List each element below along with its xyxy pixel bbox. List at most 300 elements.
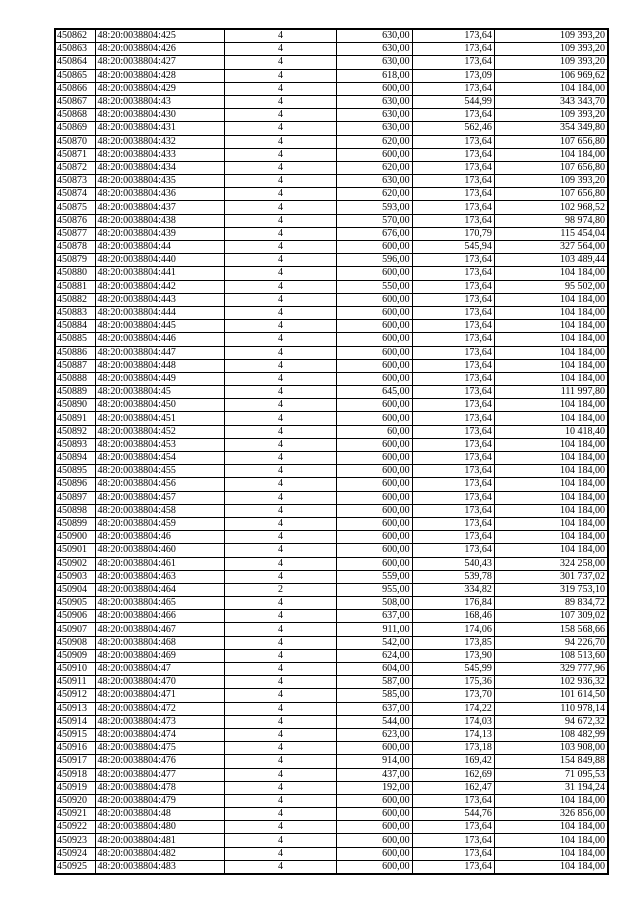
value-cell: 94 672,32: [494, 715, 608, 728]
cadastral-number-cell: 48:20:0038804:483: [95, 860, 224, 874]
table-row: [55, 636, 608, 649]
area-cell: 630,00: [336, 56, 412, 69]
category-cell: 4: [225, 452, 337, 465]
cadastral-number-cell: 48:20:0038804:433: [95, 148, 224, 161]
area-cell: 542,00: [336, 636, 412, 649]
table-row: [55, 504, 608, 517]
rate-cell: 174,22: [412, 702, 494, 715]
table-row: [55, 359, 608, 372]
cadastral-number-cell: 48:20:0038804:443: [95, 293, 224, 306]
value-cell: 111 997,80: [494, 386, 608, 399]
table-row: [55, 56, 608, 69]
row-id-cell: 450870: [55, 135, 95, 148]
value-cell: 158 568,66: [494, 623, 608, 636]
cadastral-number-cell: 48:20:0038804:431: [95, 122, 224, 135]
value-cell: 329 777,96: [494, 663, 608, 676]
value-cell: 109 393,20: [494, 175, 608, 188]
rate-cell: 173,64: [412, 478, 494, 491]
cadastral-number-cell: 48:20:0038804:44: [95, 241, 224, 254]
cadastral-number-cell: 48:20:0038804:448: [95, 359, 224, 372]
rate-cell: 173,64: [412, 860, 494, 874]
category-cell: 4: [225, 227, 337, 240]
value-cell: 104 184,00: [494, 478, 608, 491]
area-cell: 676,00: [336, 227, 412, 240]
row-id-cell: 450912: [55, 689, 95, 702]
cadastral-number-cell: 48:20:0038804:45: [95, 386, 224, 399]
cadastral-number-cell: 48:20:0038804:476: [95, 755, 224, 768]
category-cell: 4: [225, 148, 337, 161]
category-cell: 4: [225, 346, 337, 359]
row-id-cell: 450881: [55, 280, 95, 293]
value-cell: 104 184,00: [494, 293, 608, 306]
row-id-cell: 450894: [55, 452, 95, 465]
cadastral-number-cell: 48:20:0038804:461: [95, 557, 224, 570]
rate-cell: 173,64: [412, 504, 494, 517]
value-cell: 104 184,00: [494, 847, 608, 860]
category-cell: 4: [225, 29, 337, 43]
table-row: [55, 109, 608, 122]
cadastral-number-cell: 48:20:0038804:430: [95, 109, 224, 122]
row-id-cell: 450903: [55, 570, 95, 583]
value-cell: 104 184,00: [494, 333, 608, 346]
category-cell: 4: [225, 188, 337, 201]
table-row: [55, 610, 608, 623]
area-cell: 637,00: [336, 610, 412, 623]
area-cell: 570,00: [336, 214, 412, 227]
value-cell: 102 936,32: [494, 676, 608, 689]
category-cell: 4: [225, 386, 337, 399]
row-id-cell: 450918: [55, 768, 95, 781]
value-cell: 101 614,50: [494, 689, 608, 702]
category-cell: 4: [225, 676, 337, 689]
value-cell: 104 184,00: [494, 531, 608, 544]
row-id-cell: 450889: [55, 386, 95, 399]
rate-cell: 173,64: [412, 254, 494, 267]
cadastral-number-cell: 48:20:0038804:446: [95, 333, 224, 346]
value-cell: 319 753,10: [494, 583, 608, 596]
table-row: [55, 676, 608, 689]
value-cell: 104 184,00: [494, 517, 608, 530]
cadastral-number-cell: 48:20:0038804:452: [95, 425, 224, 438]
value-cell: 108 513,60: [494, 649, 608, 662]
category-cell: 4: [225, 544, 337, 557]
row-id-cell: 450893: [55, 438, 95, 451]
category-cell: 4: [225, 636, 337, 649]
table-row: [55, 438, 608, 451]
rate-cell: 173,64: [412, 43, 494, 56]
row-id-cell: 450868: [55, 109, 95, 122]
rate-cell: 174,06: [412, 623, 494, 636]
value-cell: 104 184,00: [494, 82, 608, 95]
cadastral-number-cell: 48:20:0038804:482: [95, 847, 224, 860]
table-row: [55, 372, 608, 385]
area-cell: 600,00: [336, 241, 412, 254]
value-cell: 106 969,62: [494, 69, 608, 82]
area-cell: 600,00: [336, 333, 412, 346]
cadastral-number-cell: 48:20:0038804:449: [95, 372, 224, 385]
cadastral-number-cell: 48:20:0038804:47: [95, 663, 224, 676]
cadastral-number-cell: 48:20:0038804:471: [95, 689, 224, 702]
value-cell: 107 656,80: [494, 135, 608, 148]
area-cell: 600,00: [336, 82, 412, 95]
rate-cell: 173,64: [412, 148, 494, 161]
row-id-cell: 450876: [55, 214, 95, 227]
table-row: [55, 794, 608, 807]
rate-cell: 173,18: [412, 742, 494, 755]
table-row: [55, 175, 608, 188]
category-cell: 4: [225, 359, 337, 372]
value-cell: 104 184,00: [494, 306, 608, 319]
category-cell: 4: [225, 742, 337, 755]
value-cell: 107 656,80: [494, 188, 608, 201]
category-cell: 4: [225, 69, 337, 82]
area-cell: 600,00: [336, 412, 412, 425]
rate-cell: 173,64: [412, 438, 494, 451]
table-row: [55, 29, 608, 43]
row-id-cell: 450875: [55, 201, 95, 214]
table-row: [55, 821, 608, 834]
area-cell: 600,00: [336, 847, 412, 860]
area-cell: 600,00: [336, 293, 412, 306]
row-id-cell: 450877: [55, 227, 95, 240]
row-id-cell: 450925: [55, 860, 95, 874]
category-cell: 4: [225, 56, 337, 69]
rate-cell: 173,64: [412, 214, 494, 227]
area-cell: 604,00: [336, 663, 412, 676]
table-row: [55, 161, 608, 174]
rate-cell: 173,64: [412, 280, 494, 293]
rate-cell: 173,64: [412, 161, 494, 174]
area-cell: 600,00: [336, 452, 412, 465]
category-cell: 4: [225, 425, 337, 438]
cadastral-number-cell: 48:20:0038804:481: [95, 834, 224, 847]
area-cell: 437,00: [336, 768, 412, 781]
row-id-cell: 450882: [55, 293, 95, 306]
value-cell: 104 184,00: [494, 544, 608, 557]
area-cell: 600,00: [336, 359, 412, 372]
table-row: [55, 834, 608, 847]
value-cell: 109 393,20: [494, 56, 608, 69]
table-row: [55, 320, 608, 333]
value-cell: 104 184,00: [494, 438, 608, 451]
value-cell: 71 095,53: [494, 768, 608, 781]
row-id-cell: 450917: [55, 755, 95, 768]
row-id-cell: 450865: [55, 69, 95, 82]
cadastral-number-cell: 48:20:0038804:477: [95, 768, 224, 781]
category-cell: 4: [225, 860, 337, 874]
area-cell: 600,00: [336, 148, 412, 161]
area-cell: 630,00: [336, 29, 412, 43]
area-cell: 600,00: [336, 834, 412, 847]
row-id-cell: 450896: [55, 478, 95, 491]
rate-cell: 175,36: [412, 676, 494, 689]
value-cell: 108 482,99: [494, 728, 608, 741]
cadastral-number-cell: 48:20:0038804:465: [95, 597, 224, 610]
table-row: [55, 465, 608, 478]
row-id-cell: 450898: [55, 504, 95, 517]
category-cell: 4: [225, 280, 337, 293]
value-cell: 107 309,02: [494, 610, 608, 623]
value-cell: 109 393,20: [494, 43, 608, 56]
row-id-cell: 450867: [55, 95, 95, 108]
value-cell: 104 184,00: [494, 504, 608, 517]
rate-cell: 334,82: [412, 583, 494, 596]
area-cell: 600,00: [336, 557, 412, 570]
table-row: [55, 491, 608, 504]
category-cell: 4: [225, 570, 337, 583]
table-row: [55, 148, 608, 161]
area-cell: 630,00: [336, 122, 412, 135]
area-cell: 618,00: [336, 69, 412, 82]
rate-cell: 173,64: [412, 412, 494, 425]
category-cell: 4: [225, 372, 337, 385]
cadastral-number-cell: 48:20:0038804:447: [95, 346, 224, 359]
area-cell: 587,00: [336, 676, 412, 689]
rate-cell: 169,42: [412, 755, 494, 768]
category-cell: 4: [225, 663, 337, 676]
area-cell: 630,00: [336, 175, 412, 188]
table-row: [55, 267, 608, 280]
rate-cell: 162,47: [412, 781, 494, 794]
table-row: [55, 69, 608, 82]
area-cell: 600,00: [336, 742, 412, 755]
value-cell: 104 184,00: [494, 320, 608, 333]
table-row: [55, 43, 608, 56]
area-cell: 600,00: [336, 808, 412, 821]
table-row: [55, 847, 608, 860]
category-cell: 4: [225, 531, 337, 544]
area-cell: 630,00: [336, 43, 412, 56]
cadastral-number-cell: 48:20:0038804:445: [95, 320, 224, 333]
rate-cell: 545,99: [412, 663, 494, 676]
value-cell: 326 856,00: [494, 808, 608, 821]
cadastral-number-cell: 48:20:0038804:474: [95, 728, 224, 741]
category-cell: 4: [225, 491, 337, 504]
rate-cell: 173,64: [412, 821, 494, 834]
area-cell: 600,00: [336, 504, 412, 517]
cadastral-number-cell: 48:20:0038804:444: [95, 306, 224, 319]
category-cell: 4: [225, 808, 337, 821]
category-cell: 4: [225, 399, 337, 412]
row-id-cell: 450887: [55, 359, 95, 372]
table-row: [55, 333, 608, 346]
cadastral-number-cell: 48:20:0038804:475: [95, 742, 224, 755]
row-id-cell: 450923: [55, 834, 95, 847]
area-cell: 600,00: [336, 478, 412, 491]
category-cell: 4: [225, 412, 337, 425]
category-cell: 4: [225, 438, 337, 451]
table-row: [55, 293, 608, 306]
value-cell: 109 393,20: [494, 109, 608, 122]
cadastral-number-cell: 48:20:0038804:426: [95, 43, 224, 56]
rate-cell: 173,64: [412, 188, 494, 201]
value-cell: 104 184,00: [494, 452, 608, 465]
value-cell: 89 834,72: [494, 597, 608, 610]
category-cell: 4: [225, 175, 337, 188]
cadastral-number-cell: 48:20:0038804:425: [95, 29, 224, 43]
row-id-cell: 450924: [55, 847, 95, 860]
area-cell: 508,00: [336, 597, 412, 610]
area-cell: 596,00: [336, 254, 412, 267]
area-cell: 914,00: [336, 755, 412, 768]
row-id-cell: 450916: [55, 742, 95, 755]
category-cell: 4: [225, 306, 337, 319]
table-row: [55, 214, 608, 227]
table-row: [55, 768, 608, 781]
row-id-cell: 450880: [55, 267, 95, 280]
area-cell: 600,00: [336, 438, 412, 451]
row-id-cell: 450906: [55, 610, 95, 623]
category-cell: 4: [225, 122, 337, 135]
category-cell: 4: [225, 755, 337, 768]
row-id-cell: 450866: [55, 82, 95, 95]
area-cell: 600,00: [336, 860, 412, 874]
rate-cell: 173,64: [412, 465, 494, 478]
value-cell: 324 258,00: [494, 557, 608, 570]
table-row: [55, 306, 608, 319]
table-row: [55, 452, 608, 465]
value-cell: 102 968,52: [494, 201, 608, 214]
rate-cell: 173,64: [412, 517, 494, 530]
cadastral-number-cell: 48:20:0038804:454: [95, 452, 224, 465]
cadastral-number-cell: 48:20:0038804:438: [95, 214, 224, 227]
cadastral-number-cell: 48:20:0038804:439: [95, 227, 224, 240]
area-cell: 600,00: [336, 320, 412, 333]
value-cell: 109 393,20: [494, 29, 608, 43]
area-cell: 585,00: [336, 689, 412, 702]
table-row: [55, 188, 608, 201]
row-id-cell: 450871: [55, 148, 95, 161]
area-cell: 911,00: [336, 623, 412, 636]
row-id-cell: 450872: [55, 161, 95, 174]
rate-cell: 176,84: [412, 597, 494, 610]
area-cell: 600,00: [336, 794, 412, 807]
value-cell: 104 184,00: [494, 794, 608, 807]
table-row: [55, 623, 608, 636]
cadastral-number-cell: 48:20:0038804:451: [95, 412, 224, 425]
rate-cell: 173,90: [412, 649, 494, 662]
cadastral-number-cell: 48:20:0038804:457: [95, 491, 224, 504]
category-cell: 4: [225, 109, 337, 122]
row-id-cell: 450907: [55, 623, 95, 636]
rate-cell: 174,13: [412, 728, 494, 741]
cadastral-number-cell: 48:20:0038804:429: [95, 82, 224, 95]
row-id-cell: 450874: [55, 188, 95, 201]
value-cell: 104 184,00: [494, 267, 608, 280]
rate-cell: 168,46: [412, 610, 494, 623]
category-cell: 4: [225, 504, 337, 517]
category-cell: 4: [225, 768, 337, 781]
table-row: [55, 715, 608, 728]
row-id-cell: 450888: [55, 372, 95, 385]
table-row: [55, 781, 608, 794]
category-cell: 4: [225, 465, 337, 478]
rate-cell: 173,64: [412, 794, 494, 807]
rate-cell: 170,79: [412, 227, 494, 240]
cadastral-number-cell: 48:20:0038804:442: [95, 280, 224, 293]
cadastral-number-cell: 48:20:0038804:428: [95, 69, 224, 82]
rate-cell: 173,64: [412, 359, 494, 372]
rate-cell: 173,64: [412, 82, 494, 95]
rate-cell: 173,64: [412, 306, 494, 319]
value-cell: 104 184,00: [494, 465, 608, 478]
category-cell: 4: [225, 649, 337, 662]
value-cell: 95 502,00: [494, 280, 608, 293]
table-row: [55, 728, 608, 741]
table-row: [55, 95, 608, 108]
rate-cell: 173,64: [412, 267, 494, 280]
category-cell: 4: [225, 610, 337, 623]
area-cell: 620,00: [336, 188, 412, 201]
value-cell: 98 974,80: [494, 214, 608, 227]
value-cell: 31 194,24: [494, 781, 608, 794]
value-cell: 154 849,88: [494, 755, 608, 768]
area-cell: 192,00: [336, 781, 412, 794]
category-cell: 4: [225, 689, 337, 702]
table-row: [55, 742, 608, 755]
table-row: [55, 135, 608, 148]
rate-cell: 173,85: [412, 636, 494, 649]
rate-cell: 173,64: [412, 399, 494, 412]
category-cell: 4: [225, 43, 337, 56]
area-cell: 60,00: [336, 425, 412, 438]
area-cell: 624,00: [336, 649, 412, 662]
table-row: [55, 425, 608, 438]
cadastral-number-cell: 48:20:0038804:432: [95, 135, 224, 148]
cadastral-number-cell: 48:20:0038804:478: [95, 781, 224, 794]
value-cell: 107 656,80: [494, 161, 608, 174]
cadastral-number-cell: 48:20:0038804:470: [95, 676, 224, 689]
category-cell: 4: [225, 201, 337, 214]
cadastral-number-cell: 48:20:0038804:472: [95, 702, 224, 715]
row-id-cell: 450901: [55, 544, 95, 557]
row-id-cell: 450883: [55, 306, 95, 319]
table-row: [55, 478, 608, 491]
value-cell: 104 184,00: [494, 412, 608, 425]
cadastral-number-cell: 48:20:0038804:463: [95, 570, 224, 583]
table-row: [55, 597, 608, 610]
table-row: [55, 689, 608, 702]
value-cell: 104 184,00: [494, 399, 608, 412]
value-cell: 327 564,00: [494, 241, 608, 254]
rate-cell: 173,64: [412, 320, 494, 333]
rate-cell: 539,78: [412, 570, 494, 583]
table-row: [55, 412, 608, 425]
table-row: [55, 649, 608, 662]
category-cell: 4: [225, 241, 337, 254]
rate-cell: 540,43: [412, 557, 494, 570]
rate-cell: 173,09: [412, 69, 494, 82]
rate-cell: 173,64: [412, 386, 494, 399]
value-cell: 94 226,70: [494, 636, 608, 649]
row-id-cell: 450920: [55, 794, 95, 807]
table-row: [55, 280, 608, 293]
cadastral-number-cell: 48:20:0038804:441: [95, 267, 224, 280]
row-id-cell: 450902: [55, 557, 95, 570]
table-body: [55, 29, 608, 874]
area-cell: 544,00: [336, 715, 412, 728]
area-cell: 600,00: [336, 491, 412, 504]
cadastral-number-cell: 48:20:0038804:450: [95, 399, 224, 412]
area-cell: 600,00: [336, 399, 412, 412]
row-id-cell: 450864: [55, 56, 95, 69]
table-row: [55, 755, 608, 768]
rate-cell: 544,76: [412, 808, 494, 821]
table-row: [55, 241, 608, 254]
area-cell: 600,00: [336, 465, 412, 478]
rate-cell: 174,03: [412, 715, 494, 728]
document-page: [54, 28, 609, 875]
